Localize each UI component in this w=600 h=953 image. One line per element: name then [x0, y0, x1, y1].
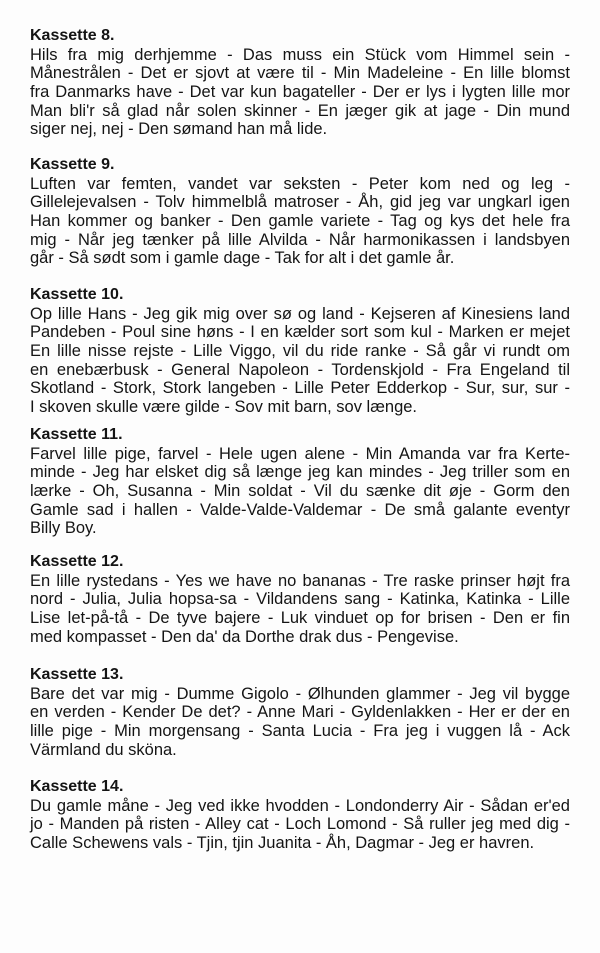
cassette-section: [30, 27, 570, 139]
track-list-line: Farvel lille pige, farvel - Hele ugen alene - Min Amanda var fra Kerte-: [30, 444, 570, 463]
track-list-line: Pandeben - Poul sine høns - I en kælder sort som kul - Marken er mejet: [30, 323, 570, 342]
track-list-line: siger nej, nej - Den sømand han må lide.: [30, 120, 328, 139]
track-list-line: jo - Manden på risten - Alley cat - Loch Lomond - Så ruller jeg med dig -: [30, 815, 570, 834]
cassette-heading: Kassette 11.: [30, 426, 123, 443]
track-list-line: lille pige - Min morgensang - Santa Lucia - Fra jeg i vuggen lå - Ack: [30, 722, 570, 741]
track-list-line: Gamle sad i hallen - Valde-Valde-Valdemar - De små galante eventyr: [30, 500, 570, 519]
track-list-line: fra Danmarks have - Det var kun bagateller - Der er lys i lygten lille mor: [30, 83, 570, 102]
track-list-line: Värmland du sköna.: [30, 740, 177, 759]
track-list-line: Man bli'r så glad når solen skinner - En jæger gik at jage - Din mund: [30, 101, 570, 120]
track-list-line: Han kommer og banker - Den gamle variete - Tag og kys det hele fra: [30, 212, 570, 231]
track-list-line: Op lille Hans - Jeg gik mig over sø og land - Kejseren af Kinesiens land: [30, 304, 570, 323]
track-list-line: lærke - Oh, Susanna - Min soldat - Vil du sænke dit øje - Gorm den: [30, 482, 570, 501]
cassette-heading: Kassette 14.: [30, 778, 124, 795]
track-list-line: nord - Julia, Julia hopsa-sa - Vildandens sang - Katinka, Katinka - Lille: [30, 590, 570, 609]
track-list-line: mig - Når jeg tænker på lille Alvilda - Når harmonikassen i landsbyen: [30, 230, 570, 249]
track-list-line: Lise let-på-tå - De tyve bajere - Luk vinduet op for brisen - Den er fin: [30, 609, 570, 628]
track-list-line: Skotland - Stork, Stork langeben - Lille Peter Edderkop - Sur, sur, sur -: [30, 379, 570, 398]
track-list-line: En lille rystedans - Yes we have no bananas - Tre raske prinser højt fra: [30, 571, 570, 590]
track-list-line: Calle Schewens vals - Tjin, tjin Juanita - Åh, Dagmar - Jeg er havren.: [30, 834, 535, 853]
cassette-section: [30, 156, 570, 268]
cassette-heading: Kassette 9.: [30, 156, 115, 173]
track-list-line: med kompasset - Den da' da Dorthe drak dus - Pengevise.: [30, 627, 459, 646]
cassette-heading: Kassette 8.: [30, 27, 115, 44]
track-list-line: Luften var femten, vandet var seksten - Peter kom ned og leg -: [30, 174, 570, 193]
cassette-section: [30, 666, 570, 759]
track-list-line: minde - Jeg har elsket dig så længe jeg kan mindes - Jeg triller som en: [30, 463, 570, 482]
track-list-line: Du gamle måne - Jeg ved ikke hvodden - Londonderry Air - Sådan er'ed: [30, 796, 570, 815]
track-list-line: går - Så sødt som i gamle dage - Tak for alt i det gamle år.: [30, 249, 455, 268]
cassette-section: [30, 426, 570, 538]
track-list-line: Gillelejevalsen - Tolv himmelblå matroser - Åh, gid jeg var ungkarl igen: [30, 193, 570, 212]
track-list-line: Hils fra mig derhjemme - Das muss ein Stück vom Himmel sein -: [30, 45, 570, 64]
track-list-line: I skoven skulle være gilde - Sov mit barn, sov længe.: [30, 398, 418, 417]
cassette-section: [30, 286, 570, 417]
cassette-heading: Kassette 12.: [30, 553, 124, 570]
cassette-heading: Kassette 13.: [30, 666, 124, 683]
cassette-section: [30, 778, 570, 853]
track-list-line: En lille nisse rejste - Lille Viggo, vil du ride ranke - Så går vi rundt om: [30, 342, 570, 361]
track-list-line: Billy Boy.: [30, 519, 97, 538]
cassette-heading: Kassette 10.: [30, 286, 124, 303]
track-list-line: Bare det var mig - Dumme Gigolo - Ølhunden glammer - Jeg vil bygge: [30, 684, 570, 703]
track-list-line: en enebærbusk - General Napoleon - Tordenskjold - Fra Engeland til: [30, 360, 570, 379]
track-list-line: en verden - Kender De det? - Anne Mari - Gyldenlakken - Her er der en: [30, 703, 570, 722]
cassette-section: [30, 553, 570, 646]
track-list-line: Månestrålen - Det er sjovt at være til - Min Madeleine - En lille blomst: [30, 64, 570, 83]
